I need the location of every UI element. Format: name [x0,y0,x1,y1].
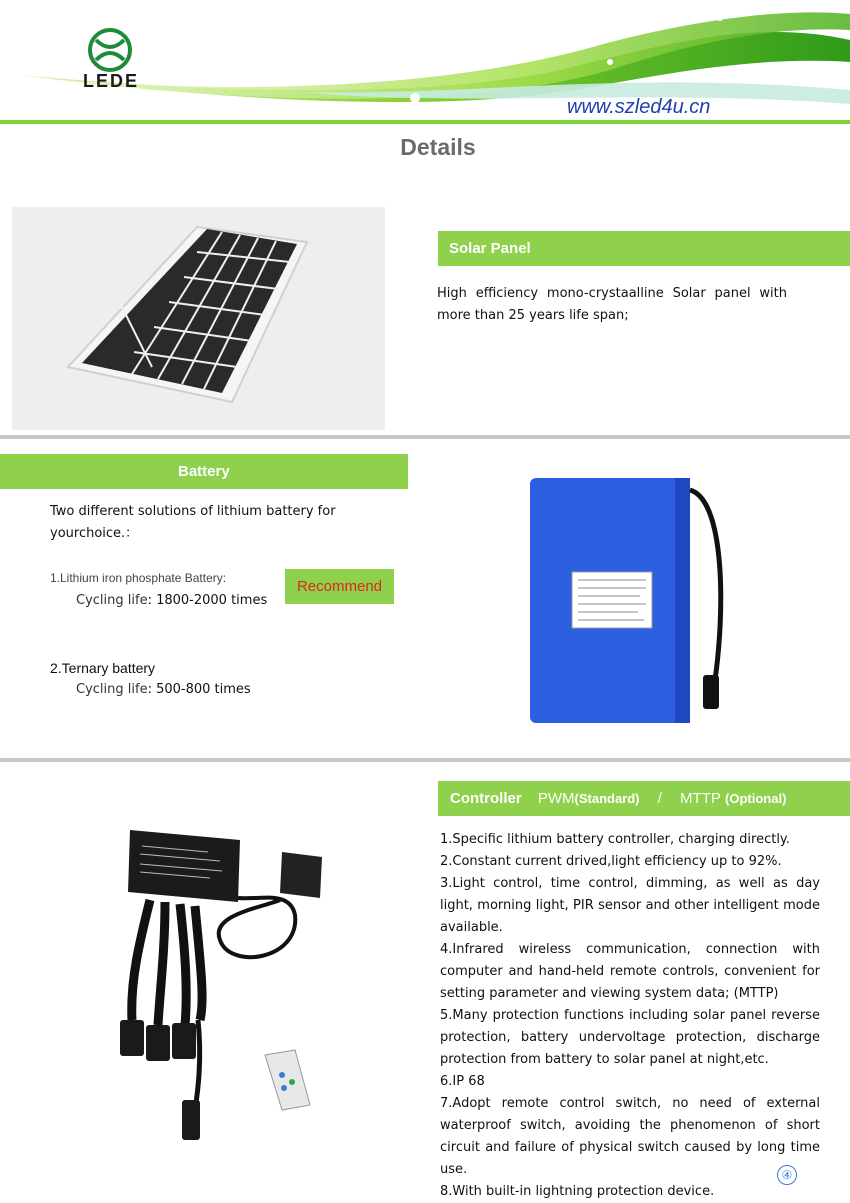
logo-wordmark: LEDE [83,71,140,91]
list-item: 3.Light control, time control, dimming, as well as day light, morning light, PIR sensor and other intelligent mode available. [440,876,820,935]
website-link[interactable]: www.szled4u.cn [567,96,711,118]
controller-feature-list [440,829,820,1203]
list-item: 5.Many protection functions including solar panel reverse protection, battery undervoltage protection, discharge protection from battery to solar panel at night,etc. [440,1008,820,1067]
controller-heading-mttp: MTTP [680,790,721,807]
header-rule [0,120,850,124]
company-logo-icon [88,28,132,72]
controller-heading-standard: (Standard) [574,791,640,806]
battery-pack-image [520,470,740,730]
battery-option1-title: 1.Lithium iron phosphate Battery: [50,571,227,585]
recommend-badge: Recommend [285,569,394,604]
solar-panel-image [12,207,385,430]
battery-intro: Two different solutions of lithium battery for yourchoice.： [50,504,336,541]
controller-heading-optional: (Optional) [725,791,787,806]
solar-panel-description: High efficiency mono-crystaalline Solar panel with more than 25 years life span; [437,286,787,323]
controller-heading-slash: / [657,790,662,807]
controller-heading: Controller [450,790,522,807]
cycling-life-value: : 1800-2000 times [147,593,268,608]
solar-panel-heading-bar [438,231,850,266]
battery-heading-bar [0,454,408,489]
cycling-life-value: : 500-800 times [147,682,251,697]
controller-heading-bar [438,781,850,816]
list-item: 1.Specific lithium battery controller, charging directly. [440,832,790,847]
section-divider-1 [0,435,850,439]
page-number: ④ [777,1165,797,1185]
list-item: 8.With built-in lightning protection device. [440,1184,715,1199]
battery-option2-title: 2.Ternary battery [50,660,156,676]
controller-heading-pwm: PWM [537,790,575,807]
list-item: 7.Adopt remote control switch, no need of external waterproof switch, avoiding the phenomenon of short circuit and failure of physical switch caused by long time use. [440,1096,820,1177]
list-item: 6.IP 68 [440,1074,485,1089]
list-item: 2.Constant current drived,light efficiency up to 92%. [440,854,782,869]
page-title: Details [400,134,476,160]
cycling-life-label: Cycling life [76,682,148,697]
battery-heading: Battery [178,463,230,480]
battery-option1-cycling [76,590,267,612]
section-divider-2 [0,758,850,762]
battery-option2-cycling [76,679,251,701]
solar-panel-heading: Solar Panel [449,240,531,257]
cycling-life-label: Cycling life [76,593,148,608]
list-item: 4.Infrared wireless communication, connection with computer and hand-held remote controls, convenient for setting parameter and viewing system data; (MTTP) [440,942,820,1001]
controller-image [110,820,340,1150]
